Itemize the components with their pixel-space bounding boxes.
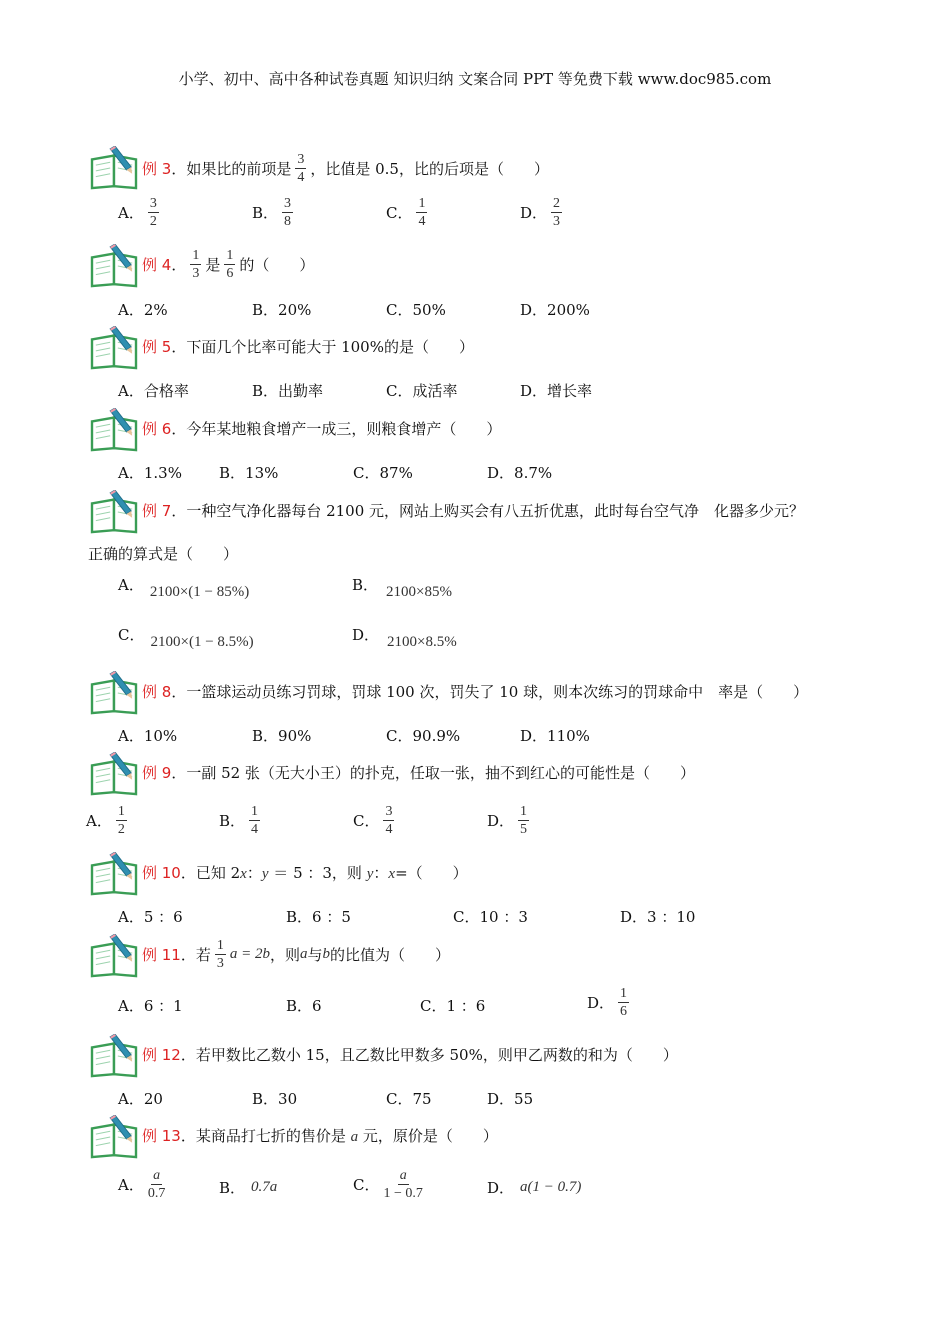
options-7-row2 — [0, 624, 950, 664]
question-text: ．若 — [180, 946, 211, 964]
book-pencil-icon — [88, 752, 140, 796]
options-3 — [0, 196, 950, 236]
question-5 — [88, 326, 888, 370]
question-text: ： — [246, 864, 262, 882]
option-d[interactable]: D． $\frac{1}{5}$ — [487, 804, 528, 837]
option-a[interactable]: A．2% — [118, 301, 168, 319]
option-c[interactable]: C．成活率 — [386, 382, 458, 400]
variable: y — [261, 866, 269, 882]
book-pencil-icon — [88, 852, 140, 896]
option-b[interactable]: B．6 — [286, 996, 322, 1015]
option-d[interactable]: D．200% — [520, 301, 590, 319]
option-c[interactable]: C． $\frac{a}{1 - 0.7}$ — [353, 1168, 423, 1201]
question-12 — [88, 1034, 888, 1078]
page-header: 小学、初中、高中各种试卷真题 知识归纳 文案合同 PPT 等免费下载 www.doc985.com — [178, 70, 772, 88]
fraction: $\frac{1}{3}$ — [192, 248, 200, 281]
question-text: ．一副 52 张（无大小王）的扑克，任取一张，抽不到红心的可能性是（ ） — [171, 764, 695, 782]
book-pencil-icon — [88, 326, 140, 370]
question-text: 的（ ） — [239, 256, 315, 274]
option-d[interactable]: D． $\frac{2}{3}$ — [520, 196, 561, 229]
question-text: 与 — [307, 946, 323, 964]
option-d[interactable]: D．110% — [520, 727, 590, 745]
question-label: 例 11 — [142, 946, 181, 964]
option-d[interactable]: D．增长率 — [520, 382, 593, 400]
option-a[interactable]: A．5 ：6 — [118, 908, 183, 926]
question-text: ．若甲数比乙数小 15，且乙数比甲数多 50%，则甲乙两数的和为（ ） — [180, 1046, 678, 1064]
question-text: 的比值为（ ） — [330, 946, 451, 964]
question-9 — [88, 752, 888, 796]
question-label: 例 9 — [142, 764, 172, 782]
question-text: ： — [373, 864, 389, 882]
question-10 — [88, 852, 888, 896]
option-c[interactable]: C． $\frac{1}{4}$ — [386, 196, 426, 229]
book-pencil-icon — [88, 490, 140, 534]
question-text: ．如果比的前项是 — [171, 160, 292, 178]
option-b[interactable]: B．90% — [252, 727, 312, 745]
option-d[interactable]: D． 2100×8.5% — [352, 626, 457, 650]
option-a[interactable]: A． $\frac{1}{2}$ — [86, 804, 125, 837]
question-label: 例 13 — [142, 1127, 181, 1145]
option-a[interactable]: A． $\frac{3}{2}$ — [118, 196, 157, 229]
question-label: 例 7 — [142, 502, 172, 520]
book-pencil-icon — [88, 934, 140, 978]
fraction: $\frac{1}{6}$ — [226, 248, 234, 281]
option-a[interactable]: A． $\frac{a}{0.7}$ — [118, 1168, 166, 1201]
option-d[interactable]: D．3 ：10 — [620, 908, 696, 926]
question-7 — [88, 490, 888, 534]
option-b[interactable]: B．30 — [252, 1090, 298, 1108]
question-text: =（ ） — [395, 864, 468, 882]
option-c[interactable]: C．75 — [386, 1090, 432, 1108]
option-a[interactable]: A．合格率 — [118, 382, 189, 400]
question-text: ． — [171, 256, 187, 274]
options-13 — [0, 1168, 950, 1208]
variable: y — [366, 866, 374, 882]
variable: a — [350, 1129, 359, 1145]
variable: a — [300, 946, 308, 962]
question-label: 例 10 — [142, 864, 181, 882]
question-text: ．一种空气净化器每台 2100 元，网站上购买会有八五折优惠，此时每台空气净 化器多少元？ — [171, 502, 805, 520]
option-a[interactable]: A．1.3% — [118, 464, 182, 482]
question-8 — [88, 671, 888, 715]
book-pencil-icon — [88, 146, 140, 190]
option-c[interactable]: C．87% — [353, 464, 413, 482]
variable: b — [322, 946, 331, 962]
option-a[interactable]: A．10% — [118, 727, 178, 745]
option-d[interactable]: D． $\frac{1}{6}$ — [587, 986, 628, 1019]
equation: a = 2b — [229, 946, 270, 962]
option-c[interactable]: C．1 ：6 — [420, 996, 486, 1015]
question-label: 例 5 — [142, 338, 172, 356]
options-7-row1 — [0, 574, 950, 614]
question-text: ．下面几个比率可能大于 100%的是（ ） — [171, 338, 474, 356]
option-c[interactable]: C． 2100×(1 − 8.5%) — [118, 626, 254, 650]
option-c[interactable]: C． $\frac{3}{4}$ — [353, 804, 393, 837]
option-b[interactable]: B．6 ：5 — [286, 908, 351, 926]
question-3 — [88, 146, 888, 190]
options-9 — [0, 804, 950, 844]
fraction: $\frac{3}{4}$ — [297, 152, 305, 185]
question-text-continued: 正确的算式是（ ） — [88, 545, 239, 563]
option-b[interactable]: B． $\frac{3}{8}$ — [252, 196, 292, 229]
question-text: 是 — [205, 256, 221, 274]
question-label: 例 3 — [142, 160, 172, 178]
fraction: $\frac{1}{3}$ — [216, 938, 224, 971]
question-6 — [88, 408, 888, 452]
option-d[interactable]: D．55 — [487, 1090, 534, 1108]
question-text: ．一篮球运动员练习罚球，罚球 100 次，罚失了 10 球，则本次练习的罚球命中 率是（ ） — [171, 683, 809, 701]
question-text: ，比值是 0.5，比的后项是（ ） — [310, 160, 549, 178]
question-text: ．已知 2 — [180, 864, 241, 882]
question-text: 元，原价是（ ） — [358, 1127, 498, 1145]
options-11 — [0, 986, 950, 1026]
question-4 — [88, 244, 888, 288]
option-b[interactable]: B．20% — [252, 301, 312, 319]
option-a[interactable]: A．6 ：1 — [118, 996, 183, 1015]
option-b[interactable]: B． $\frac{1}{4}$ — [219, 804, 259, 837]
book-pencil-icon — [88, 1034, 140, 1078]
variable: x — [388, 866, 396, 882]
option-d[interactable]: D． a(1 − 0.7) — [487, 1178, 582, 1197]
question-11 — [88, 934, 888, 978]
option-c[interactable]: C．50% — [386, 301, 446, 319]
option-a[interactable]: A． 2100×(1 − 85%) — [118, 576, 250, 600]
option-b[interactable]: B．出勤率 — [252, 382, 324, 400]
question-label: 例 4 — [142, 256, 172, 274]
book-pencil-icon — [88, 671, 140, 715]
question-text: ，则 — [270, 946, 301, 964]
book-pencil-icon — [88, 408, 140, 452]
book-pencil-icon — [88, 1115, 140, 1159]
option-b[interactable]: B．13% — [219, 464, 279, 482]
option-b[interactable]: B． 0.7a — [219, 1178, 278, 1197]
option-c[interactable]: C．10 ：3 — [453, 908, 528, 926]
book-pencil-icon — [88, 244, 140, 288]
option-a[interactable]: A．20 — [118, 1090, 163, 1108]
option-d[interactable]: D．8.7% — [487, 464, 553, 482]
question-label: 例 8 — [142, 683, 172, 701]
question-13 — [88, 1115, 888, 1159]
question-label: 例 12 — [142, 1046, 181, 1064]
option-b[interactable]: B． 2100×85% — [352, 576, 452, 600]
option-c[interactable]: C．90.9% — [386, 727, 461, 745]
variable: x — [240, 866, 247, 882]
question-label: 例 6 — [142, 420, 172, 438]
question-text: ＝ 5 ：3，则 — [268, 864, 367, 882]
question-text: ．今年某地粮食增产一成三，则粮食增产（ ） — [171, 420, 502, 438]
question-text: ．某商品打七折的售价是 — [180, 1127, 351, 1145]
